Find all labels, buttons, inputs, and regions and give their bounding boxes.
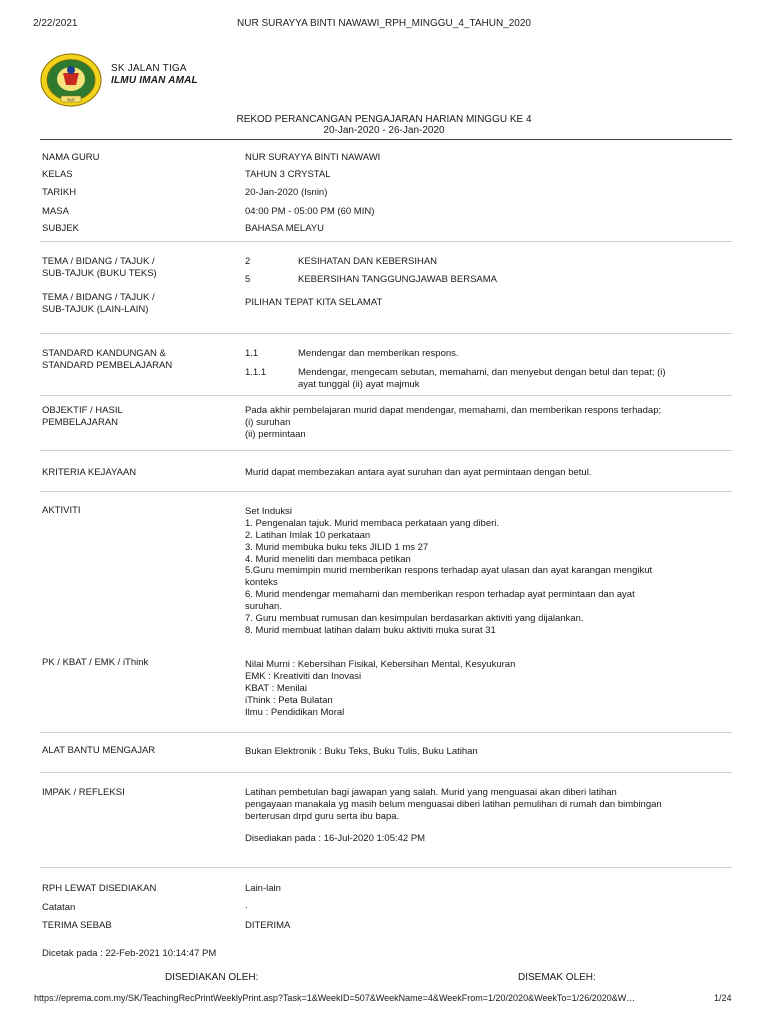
print-url: https://eprema.com.my/SK/TeachingRecPrintWeeklyPrint.asp?Task=1&WeekID=507&WeekName=4&WeekFrom=1/20/2020&WeekTo=1/26/2020&W… — [34, 993, 636, 1003]
school-logo — [39, 53, 103, 107]
terima-label: TERIMA SEBAB — [42, 920, 112, 931]
page-number: 1/24 — [714, 993, 732, 1003]
impak-label: IMPAK / REFLEKSI — [42, 787, 125, 798]
print-doc-title: NUR SURAYYA BINTI NAWAWI_RPH_MINGGU_4_TAHUN_2020 — [237, 18, 531, 29]
rph-lewat-label: RPH LEWAT DISEDIAKAN — [42, 883, 157, 894]
aktiviti-value: Set Induksi 1. Pengenalan tajuk. Murid membaca perkataan yang diberi. 2. Latihan Imlak 10 perkataan 3. Murid membuka buku teks JILID 1 ms 27 4. Murid meneliti dan membaca petikan 5.Guru memimpin murid memberikan respons terhadap ayat ulasan dan ayat karangan mengikut konteks 6. Murid mendengar memahami dan memberikan respon terhadap ayat permintaan dan ayat suruhan. 7. Guru membuat rumusan dan kesimpulan berdasarkan aktiviti yang dijalankan. 8. Murid membuat latihan dalam buku aktiviti muka surat 31 — [245, 506, 653, 636]
standard-kandungan-text: Mendengar dan memberikan respons. — [298, 348, 459, 359]
alat-value: Bukan Elektronik : Buku Teks, Buku Tulis, Buku Latihan — [245, 746, 478, 757]
subjek-label: SUBJEK — [42, 223, 79, 234]
section-divider — [40, 241, 732, 242]
tarikh-value: 20-Jan-2020 (Isnin) — [245, 187, 328, 198]
standard-kandungan-num: 1.1 — [245, 348, 259, 359]
standard-label: STANDARD KANDUNGAN & STANDARD PEMBELAJARAN — [42, 348, 173, 371]
section-divider — [40, 732, 732, 733]
catatan-label: Catatan — [42, 902, 76, 913]
impak-disediakan: Disediakan pada : 16-Jul-2020 1:05:42 PM — [245, 833, 426, 844]
school-name: SK JALAN TIGA — [111, 63, 187, 74]
masa-label: MASA — [42, 206, 69, 217]
report-week-range: 20-Jan-2020 - 26-Jan-2020 — [323, 125, 445, 136]
alat-label: ALAT BANTU MENGAJAR — [42, 745, 156, 756]
objektif-value: Pada akhir pembelajaran murid dapat mendengar, memahami, dan memberikan respons terhadap; (i) suruhan (ii) permintaan — [245, 405, 662, 440]
svg-text:SKJT: SKJT — [67, 97, 75, 102]
section-divider — [40, 395, 732, 396]
tajuk-buku-num: 5 — [245, 274, 251, 285]
tema-buku-text: KESIHATAN DAN KEBERSIHAN — [298, 256, 438, 267]
kriteria-value: Murid dapat membezakan antara ayat suruhan dan ayat permintaan dengan betul. — [245, 467, 592, 478]
tema-lain-value: PILIHAN TEPAT KITA SELAMAT — [245, 297, 383, 308]
terima-value: DITERIMA — [245, 920, 291, 931]
catatan-value: . — [245, 900, 248, 911]
pk-value: Nilai Murni : Kebersihan Fisikal, Kebersihan Mental, Kesyukuran EMK : Kreativiti dan Inovasi KBAT : Menilai iThink : Peta Bulatan Ilmu : Pendidikan Moral — [245, 659, 516, 718]
aktiviti-label: AKTIVITI — [42, 505, 81, 516]
subjek-value: BAHASA MELAYU — [245, 223, 325, 234]
standard-pembelajaran-text: Mendengar, mengecam sebutan, memahami, dan menyebut dengan betul dan tepat; (i) ayat tunggal (ii) ayat majmuk — [298, 367, 666, 390]
nama-guru-label: NAMA GURU — [42, 152, 100, 163]
kelas-label: KELAS — [42, 169, 73, 180]
objektif-label: OBJEKTIF / HASIL PEMBELAJARAN — [42, 405, 123, 428]
prepared-by-label: DISEDIAKAN OLEH: — [165, 972, 259, 983]
section-divider — [40, 772, 732, 773]
section-divider — [40, 333, 732, 334]
nama-guru-value: NUR SURAYYA BINTI NAWAWI — [245, 152, 381, 163]
checked-by-label: DISEMAK OLEH: — [518, 972, 596, 983]
tema-buku-num: 2 — [245, 256, 251, 267]
tarikh-label: TARIKH — [42, 187, 77, 198]
kriteria-label: KRITERIA KEJAYAAN — [42, 467, 137, 478]
printed-timestamp: Dicetak pada : 22-Feb-2021 10:14:47 PM — [42, 948, 217, 959]
tema-lain-label: TEMA / BIDANG / TAJUK / SUB-TAJUK (LAIN-LAIN) — [42, 292, 155, 315]
tajuk-buku-text: KEBERSIHAN TANGGUNGJAWAB BERSAMA — [298, 274, 498, 285]
report-title: REKOD PERANCANGAN PENGAJARAN HARIAN MINGGU KE 4 — [236, 114, 532, 125]
section-divider — [40, 867, 732, 868]
kelas-value: TAHUN 3 CRYSTAL — [245, 169, 331, 180]
section-divider — [40, 450, 732, 451]
rph-lewat-value: Lain-lain — [245, 883, 281, 894]
print-date: 2/22/2021 — [33, 18, 78, 29]
section-divider — [40, 491, 732, 492]
school-motto: ILMU IMAN AMAL — [111, 75, 198, 86]
title-divider — [40, 139, 732, 140]
standard-pembelajaran-num: 1.1.1 — [245, 367, 267, 378]
masa-value: 04:00 PM - 05:00 PM (60 MIN) — [245, 206, 375, 217]
tema-buku-label: TEMA / BIDANG / TAJUK / SUB-TAJUK (BUKU TEKS) — [42, 256, 157, 279]
pk-label: PK / KBAT / EMK / iThink — [42, 657, 149, 668]
impak-value: Latihan pembetulan bagi jawapan yang salah. Murid yang menguasai akan diberi latihan pengayaan manakala yg masih belum menguasai diberi latihan pemulihan di rumah dan bimbingan berterusan drpd guru serta ibu bapa. — [245, 787, 662, 822]
